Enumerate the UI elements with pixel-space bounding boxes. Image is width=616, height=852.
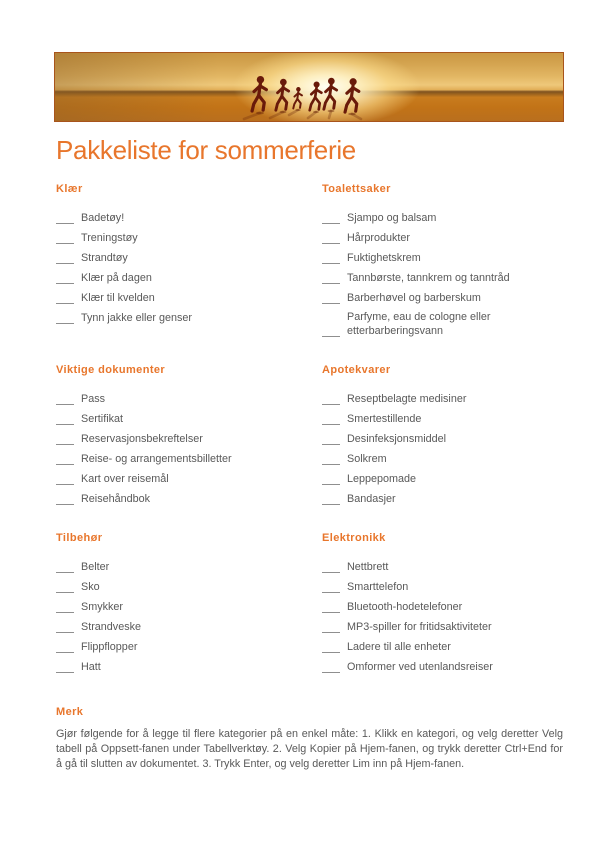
section-title: Tilbehør — [56, 532, 103, 545]
item-label: Desinfeksjonsmiddel — [347, 432, 447, 445]
fill-in-blank-line[interactable] — [56, 311, 74, 324]
fill-in-blank-line[interactable] — [56, 560, 74, 573]
section-title: Elektronikk — [322, 532, 386, 545]
fill-in-blank-line[interactable] — [56, 251, 74, 264]
item-label: Nettbrett — [347, 560, 389, 573]
fill-in-blank-line[interactable] — [56, 432, 74, 445]
item-label: Strandtøy — [81, 251, 128, 264]
item-label: Tynn jakke eller genser — [81, 311, 193, 324]
fill-in-blank-line[interactable] — [322, 324, 340, 337]
item-label: Bandasjer — [347, 492, 396, 505]
item-label: Smarttelefon — [347, 580, 409, 593]
checklist-section — [322, 183, 563, 344]
checklist-section — [322, 364, 563, 512]
item-label: Strandveske — [81, 620, 142, 633]
fill-in-blank-line[interactable] — [56, 600, 74, 613]
checklist-item — [56, 311, 322, 325]
item-label: Barberhøvel og barberskum — [347, 291, 481, 304]
item-label: Solkrem — [347, 452, 387, 465]
note-section — [56, 706, 563, 772]
checklist-item — [56, 211, 322, 225]
item-label: Klær til kvelden — [81, 291, 155, 304]
fill-in-blank-line[interactable] — [322, 660, 340, 673]
checklist-item — [322, 580, 563, 594]
note-text: Gjør følgende for å legge til flere kategorier på en enkel måte: 1. Klikk en kategori, og velg deretter Velg tabell på Oppsett-fanen under Tabellverktøy. 2. Velg Kopier på Hjem-fanen, og trykk deretter Ctrl+End for å gå til slutten av dokumentet. 3. Trykk Enter, og velg deretter Lim inn på Hjem-fanen. — [56, 728, 563, 771]
fill-in-blank-line[interactable] — [322, 452, 340, 465]
item-label: Smykker — [81, 600, 123, 613]
item-label: Tannbørste, tannkrem og tanntråd — [347, 271, 510, 284]
checklist-item — [56, 291, 322, 305]
page-title: Pakkeliste for sommerferie — [56, 135, 356, 165]
item-label: Reisehåndbok — [81, 492, 151, 505]
fill-in-blank-line[interactable] — [56, 412, 74, 425]
checklist-item — [322, 600, 563, 614]
checklist-item — [56, 560, 322, 574]
checklist-section — [56, 183, 322, 344]
checklist-item — [322, 472, 563, 486]
document-page — [0, 52, 616, 852]
fill-in-blank-line[interactable] — [56, 392, 74, 405]
checklist-item — [322, 432, 563, 446]
checklist-item — [322, 452, 563, 466]
fill-in-blank-line[interactable] — [56, 640, 74, 653]
fill-in-blank-line[interactable] — [322, 560, 340, 573]
checklist-item — [322, 560, 563, 574]
item-label: Parfyme, eau de cologne eller etterbarberingsvann — [347, 311, 491, 337]
checklist-section — [56, 364, 322, 512]
fill-in-blank-line[interactable] — [322, 211, 340, 224]
fill-in-blank-line[interactable] — [322, 492, 340, 505]
checklist-item — [56, 472, 322, 486]
item-label: Belter — [81, 560, 110, 573]
checklist-grid — [56, 183, 563, 680]
fill-in-blank-line[interactable] — [56, 452, 74, 465]
item-label: Badetøy! — [81, 211, 125, 224]
section-title: Toalettsaker — [322, 183, 391, 196]
fill-in-blank-line[interactable] — [56, 271, 74, 284]
item-label: Hatt — [81, 660, 101, 673]
item-label: Kart over reisemål — [81, 472, 169, 485]
fill-in-blank-line[interactable] — [56, 291, 74, 304]
header-photo-beach-sunset — [54, 52, 564, 122]
checklist-item — [56, 492, 322, 506]
checklist-item — [56, 412, 322, 426]
document-body — [0, 137, 616, 772]
fill-in-blank-line[interactable] — [56, 660, 74, 673]
checklist-item — [322, 231, 563, 245]
checklist-item — [56, 580, 322, 594]
section-items — [322, 560, 563, 674]
checklist-item — [56, 620, 322, 634]
section-title: Viktige dokumenter — [56, 364, 166, 377]
section-items — [56, 392, 322, 506]
note-title: Merk — [56, 706, 84, 719]
checklist-item — [56, 432, 322, 446]
fill-in-blank-line[interactable] — [322, 291, 340, 304]
fill-in-blank-line[interactable] — [56, 492, 74, 505]
checklist-item — [322, 492, 563, 506]
checklist-item — [322, 640, 563, 654]
fill-in-blank-line[interactable] — [322, 251, 340, 264]
checklist-section — [322, 532, 563, 680]
checklist-item — [322, 311, 563, 338]
fill-in-blank-line[interactable] — [322, 432, 340, 445]
item-label: Pass — [81, 392, 106, 405]
item-label: Reise- og arrangementsbilletter — [81, 452, 232, 465]
checklist-item — [56, 271, 322, 285]
section-items — [322, 392, 563, 506]
item-label: Sko — [81, 580, 100, 593]
checklist-item — [56, 600, 322, 614]
item-label: Reseptbelagte medisiner — [347, 392, 467, 405]
fill-in-blank-line[interactable] — [322, 580, 340, 593]
item-label: Hårprodukter — [347, 231, 411, 244]
item-label: Omformer ved utenlandsreiser — [347, 660, 493, 673]
item-label: Smertestillende — [347, 412, 422, 425]
checklist-section — [56, 532, 322, 680]
fill-in-blank-line[interactable] — [322, 600, 340, 613]
fill-in-blank-line[interactable] — [322, 231, 340, 244]
fill-in-blank-line[interactable] — [322, 392, 340, 405]
fill-in-blank-line[interactable] — [322, 271, 340, 284]
item-label: Klær på dagen — [81, 271, 152, 284]
checklist-item — [56, 640, 322, 654]
fill-in-blank-line[interactable] — [56, 211, 74, 224]
checklist-item — [56, 660, 322, 674]
checklist-item — [56, 251, 322, 265]
checklist-item — [322, 211, 563, 225]
fill-in-blank-line[interactable] — [56, 580, 74, 593]
item-label: Sertifikat — [81, 412, 124, 425]
item-label: Reservasjonsbekreftelser — [81, 432, 203, 445]
item-label: Fuktighetskrem — [347, 251, 421, 264]
fill-in-blank-line[interactable] — [322, 640, 340, 653]
checklist-item — [322, 291, 563, 305]
section-title: Apotekvarer — [322, 364, 391, 377]
item-label: Flippflopper — [81, 640, 138, 653]
section-items — [56, 560, 322, 674]
fill-in-blank-line[interactable] — [322, 412, 340, 425]
fill-in-blank-line[interactable] — [322, 620, 340, 633]
item-label: Sjampo og balsam — [347, 211, 437, 224]
checklist-item — [56, 231, 322, 245]
fill-in-blank-line[interactable] — [322, 472, 340, 485]
section-items — [56, 211, 322, 325]
checklist-item — [56, 392, 322, 406]
checklist-item — [322, 392, 563, 406]
checklist-item — [322, 251, 563, 265]
checklist-item — [322, 660, 563, 674]
item-label: Ladere til alle enheter — [347, 640, 451, 653]
checklist-item — [322, 271, 563, 285]
checklist-item — [322, 412, 563, 426]
checklist-item — [322, 620, 563, 634]
runners-silhouette-graphic — [55, 53, 563, 121]
fill-in-blank-line[interactable] — [56, 472, 74, 485]
item-label: MP3-spiller for fritidsaktiviteter — [347, 620, 492, 633]
item-label: Treningstøy — [81, 231, 138, 244]
section-items — [322, 211, 563, 338]
fill-in-blank-line[interactable] — [56, 231, 74, 244]
section-title: Klær — [56, 183, 83, 196]
item-label: Leppepomade — [347, 472, 417, 485]
fill-in-blank-line[interactable] — [56, 620, 74, 633]
checklist-item — [56, 452, 322, 466]
item-label: Bluetooth-hodetelefoner — [347, 600, 463, 613]
